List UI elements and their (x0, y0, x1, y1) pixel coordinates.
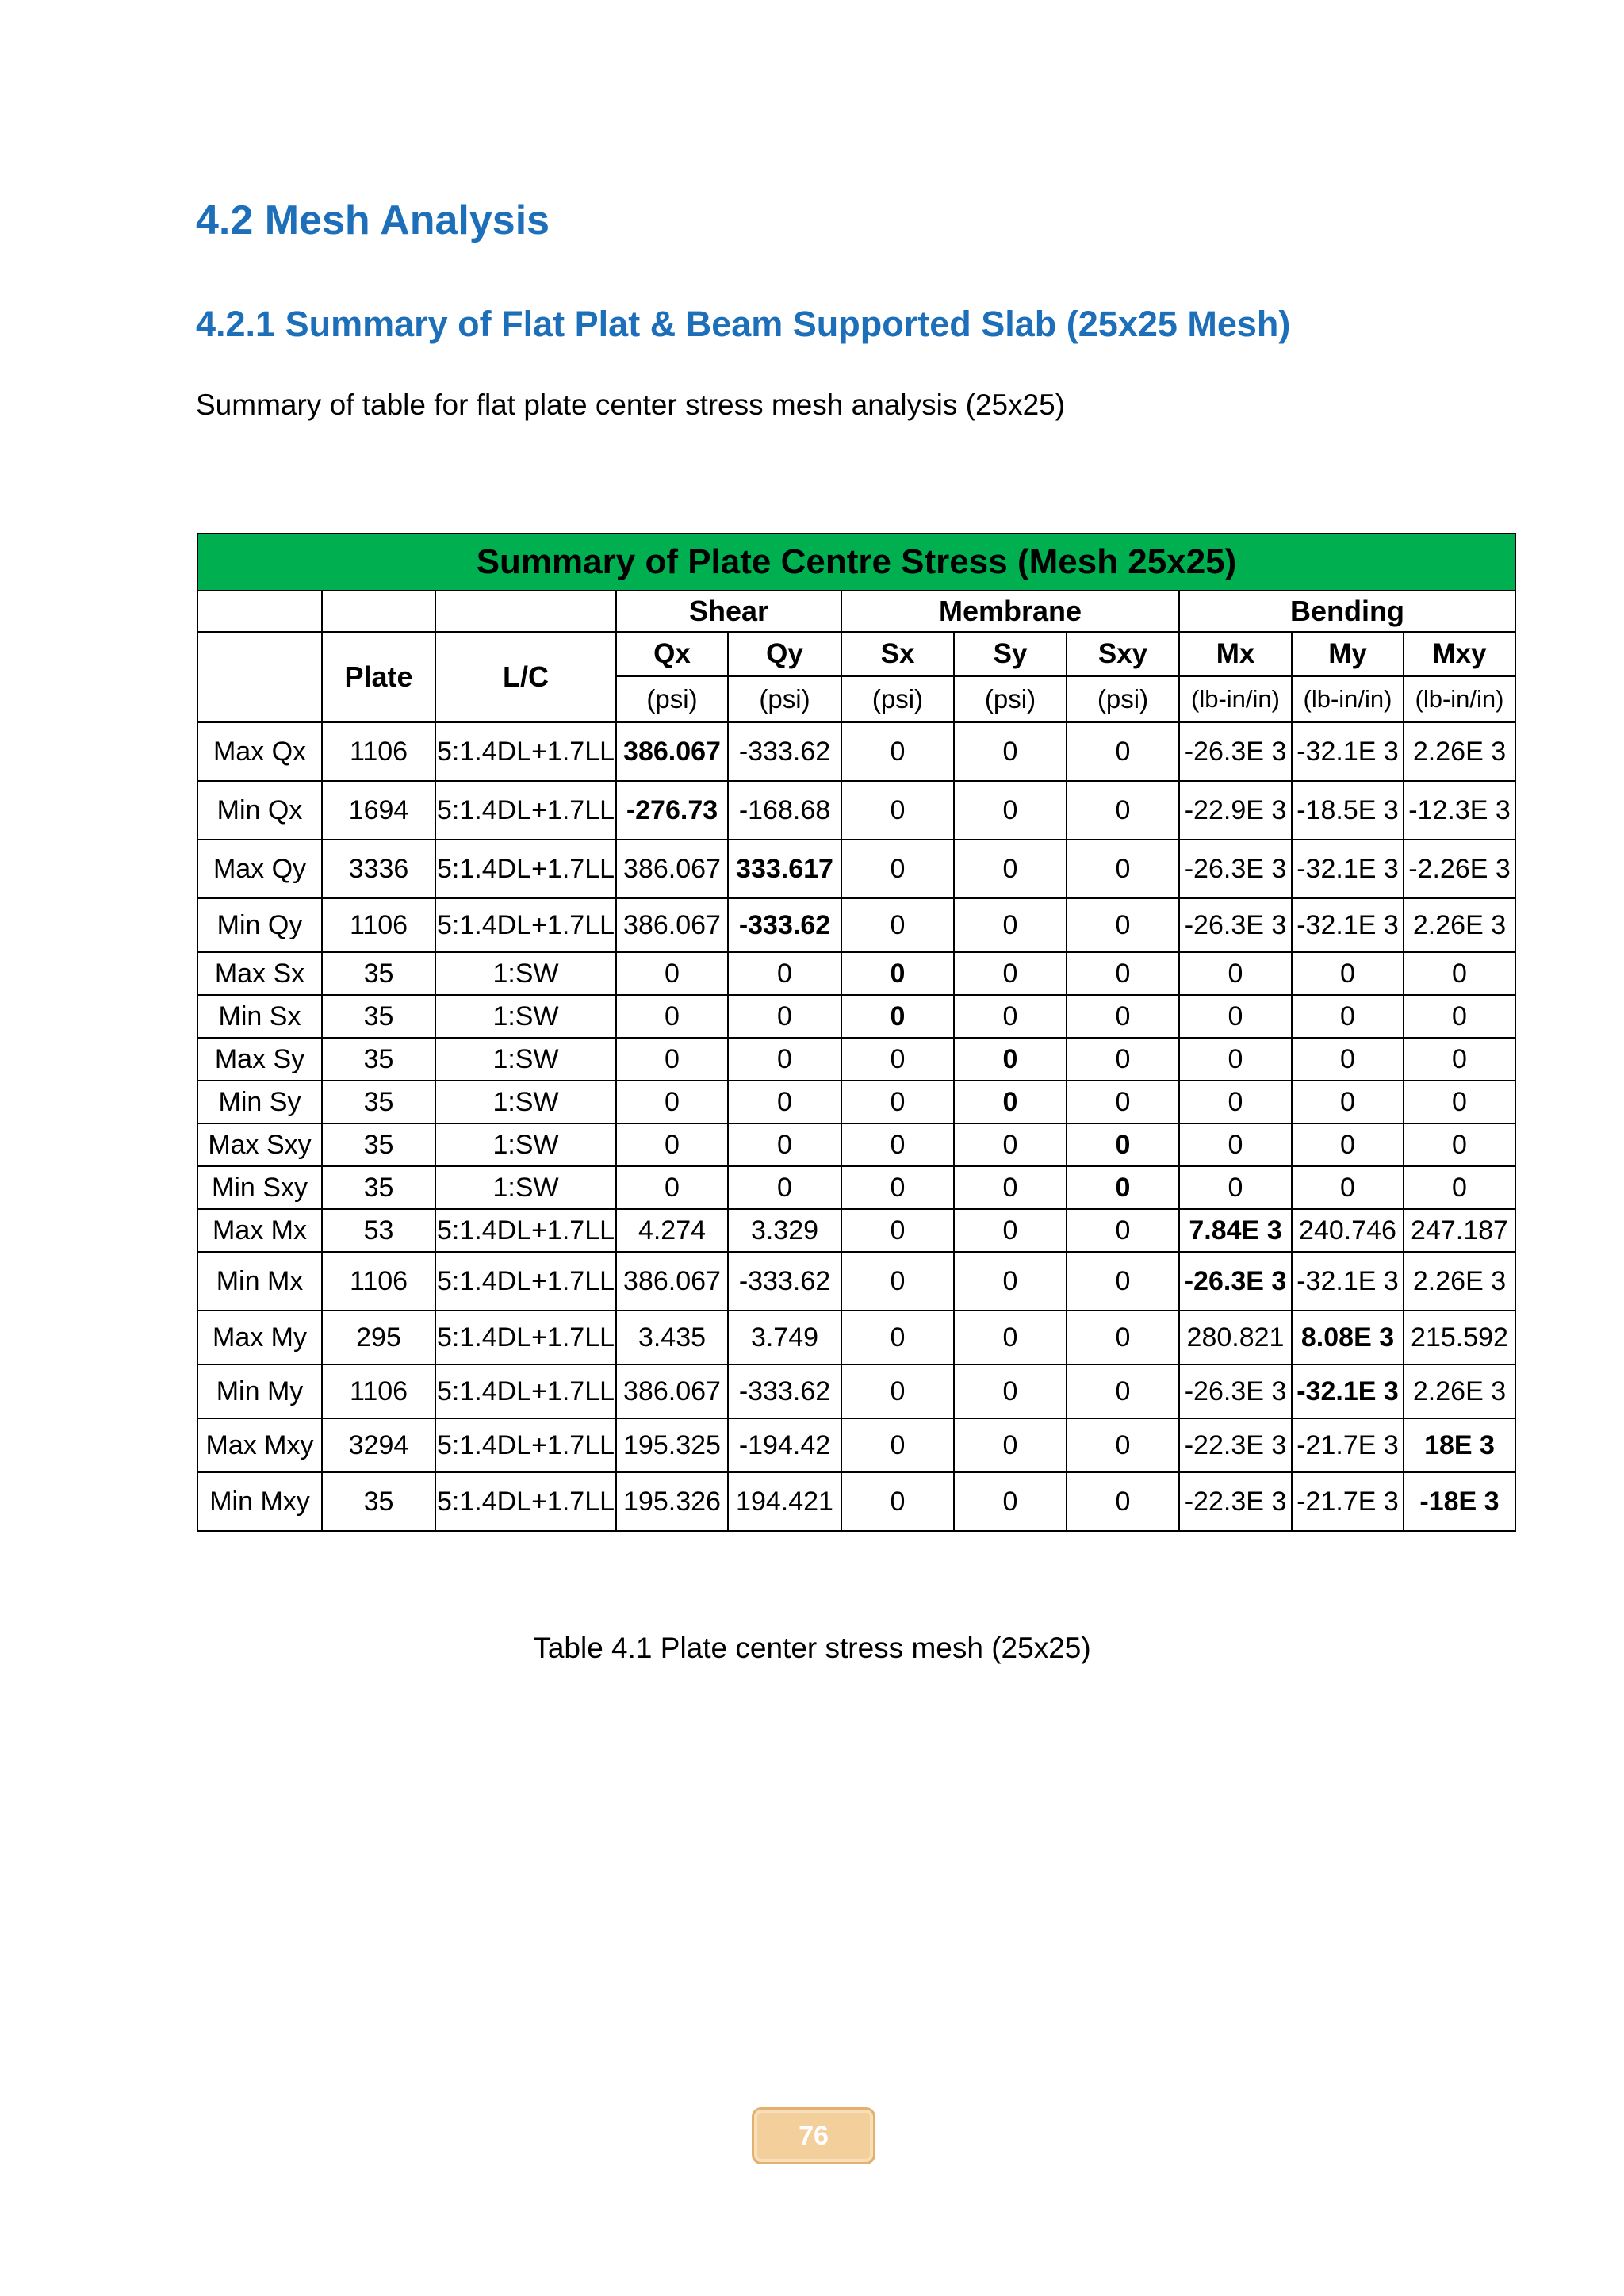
cell-qy: -333.62 (728, 1364, 841, 1418)
cell-sx: 0 (841, 1209, 954, 1252)
cell-qy: -333.62 (728, 1252, 841, 1311)
table-row (197, 1123, 1515, 1166)
cell-qy: 0 (728, 1123, 841, 1166)
row-label: Min Mxy (197, 1472, 322, 1531)
cell-sx: 0 (841, 1252, 954, 1311)
cell-my: 8.08E 3 (1292, 1311, 1404, 1364)
cell-sx: 0 (841, 995, 954, 1038)
table-row (197, 1418, 1515, 1472)
cell-lc: 1:SW (435, 952, 616, 995)
cell-sy: 0 (954, 1364, 1067, 1418)
table-row (197, 995, 1515, 1038)
cell-sx: 0 (841, 1311, 954, 1364)
cell-sy: 0 (954, 898, 1067, 952)
unit-sxy: (psi) (1067, 676, 1179, 722)
cell-plate: 3336 (322, 840, 435, 898)
cell-my: 0 (1292, 995, 1404, 1038)
cell-mx: -26.3E 3 (1179, 898, 1292, 952)
cell-sxy: 0 (1067, 1472, 1179, 1531)
table-title: Summary of Plate Centre Stress (Mesh 25x25) (197, 534, 1515, 591)
row-label: Max Qx (197, 722, 322, 781)
cell-mxy: 2.26E 3 (1404, 1252, 1515, 1311)
cell-plate: 1106 (322, 722, 435, 781)
cell-sx: 0 (841, 952, 954, 995)
cell-plate: 35 (322, 1038, 435, 1081)
cell-mx: -26.3E 3 (1179, 1252, 1292, 1311)
column-header-mx: Mx (1179, 632, 1292, 676)
cell-qy: -333.62 (728, 722, 841, 781)
cell-qx: 0 (616, 1081, 728, 1123)
cell-lc: 5:1.4DL+1.7LL (435, 840, 616, 898)
cell-plate: 1694 (322, 781, 435, 840)
cell-lc: 1:SW (435, 1123, 616, 1166)
unit-qy: (psi) (728, 676, 841, 722)
cell-sx: 0 (841, 722, 954, 781)
row-label: Min My (197, 1364, 322, 1418)
cell-mx: -22.9E 3 (1179, 781, 1292, 840)
cell-sy: 0 (954, 1123, 1067, 1166)
cell-sxy: 0 (1067, 1364, 1179, 1418)
cell-my: 0 (1292, 1038, 1404, 1081)
cell-qy: 0 (728, 952, 841, 995)
table-row (197, 1081, 1515, 1123)
cell-qy: 3.329 (728, 1209, 841, 1252)
cell-qy: 194.421 (728, 1472, 841, 1531)
row-label: Max Mx (197, 1209, 322, 1252)
group-header-bending: Bending (1179, 591, 1515, 632)
cell-mxy: 215.592 (1404, 1311, 1515, 1364)
cell-qy: 333.617 (728, 840, 841, 898)
unit-mxy: (lb-in/in) (1404, 676, 1515, 722)
cell-sxy: 0 (1067, 1166, 1179, 1209)
column-header-plate: Plate (322, 632, 435, 722)
cell-lc: 5:1.4DL+1.7LL (435, 898, 616, 952)
cell-qx: 3.435 (616, 1311, 728, 1364)
table-row (197, 781, 1515, 840)
cell-plate: 35 (322, 1472, 435, 1531)
cell-sxy: 0 (1067, 952, 1179, 995)
cell-qy: 0 (728, 1081, 841, 1123)
cell-plate: 35 (322, 1166, 435, 1209)
cell-mx: 0 (1179, 995, 1292, 1038)
cell-my: -32.1E 3 (1292, 1252, 1404, 1311)
row-label: Max My (197, 1311, 322, 1364)
cell-lc: 5:1.4DL+1.7LL (435, 1252, 616, 1311)
intro-text: Summary of table for flat plate center stress mesh analysis (25x25) (196, 388, 1066, 421)
cell-sxy: 0 (1067, 840, 1179, 898)
cell-sxy: 0 (1067, 1209, 1179, 1252)
row-label: Min Sx (197, 995, 322, 1038)
column-header-mxy: Mxy (1404, 632, 1515, 676)
cell-sxy: 0 (1067, 1252, 1179, 1311)
cell-lc: 5:1.4DL+1.7LL (435, 1209, 616, 1252)
cell-sx: 0 (841, 1123, 954, 1166)
cell-plate: 35 (322, 1123, 435, 1166)
section-heading: 4.2 Mesh Analysis (196, 197, 550, 243)
cell-plate: 1106 (322, 898, 435, 952)
cell-sy: 0 (954, 1311, 1067, 1364)
cell-mxy: 0 (1404, 995, 1515, 1038)
cell-qx: 0 (616, 1166, 728, 1209)
cell-my: 0 (1292, 1166, 1404, 1209)
cell-my: -32.1E 3 (1292, 840, 1404, 898)
cell-lc: 1:SW (435, 1038, 616, 1081)
cell-mx: -22.3E 3 (1179, 1472, 1292, 1531)
cell-my: -32.1E 3 (1292, 722, 1404, 781)
cell-sy: 0 (954, 1418, 1067, 1472)
table-row (197, 1166, 1515, 1209)
cell-sxy: 0 (1067, 898, 1179, 952)
cell-lc: 1:SW (435, 995, 616, 1038)
cell-mxy: 0 (1404, 952, 1515, 995)
cell-qx: 386.067 (616, 898, 728, 952)
cell-sxy: 0 (1067, 1081, 1179, 1123)
cell-qx: 0 (616, 1123, 728, 1166)
table-row (197, 1209, 1515, 1252)
cell-plate: 35 (322, 952, 435, 995)
cell-sxy: 0 (1067, 1418, 1179, 1472)
cell-sx: 0 (841, 1038, 954, 1081)
row-label: Min Sy (197, 1081, 322, 1123)
table-row (197, 1364, 1515, 1418)
cell-mx: -26.3E 3 (1179, 840, 1292, 898)
cell-qx: -276.73 (616, 781, 728, 840)
cell-plate: 1106 (322, 1252, 435, 1311)
cell-my: -32.1E 3 (1292, 1364, 1404, 1418)
cell-sx: 0 (841, 840, 954, 898)
cell-lc: 1:SW (435, 1166, 616, 1209)
cell-qx: 195.325 (616, 1418, 728, 1472)
unit-my: (lb-in/in) (1292, 676, 1404, 722)
cell-mxy: -18E 3 (1404, 1472, 1515, 1531)
cell-plate: 35 (322, 1081, 435, 1123)
cell-sy: 0 (954, 1472, 1067, 1531)
cell-my: -21.7E 3 (1292, 1418, 1404, 1472)
cell-mx: -26.3E 3 (1179, 722, 1292, 781)
column-header-sy: Sy (954, 632, 1067, 676)
cell-sxy: 0 (1067, 722, 1179, 781)
cell-lc: 5:1.4DL+1.7LL (435, 722, 616, 781)
column-header-sxy: Sxy (1067, 632, 1179, 676)
cell-sy: 0 (954, 1209, 1067, 1252)
cell-mxy: -12.3E 3 (1404, 781, 1515, 840)
cell-sy: 0 (954, 722, 1067, 781)
cell-my: 0 (1292, 1123, 1404, 1166)
table-row (197, 1252, 1515, 1311)
cell-sy: 0 (954, 1252, 1067, 1311)
cell-sxy: 0 (1067, 1311, 1179, 1364)
cell-sx: 0 (841, 1364, 954, 1418)
cell-lc: 1:SW (435, 1081, 616, 1123)
cell-sy: 0 (954, 840, 1067, 898)
row-label: Max Sx (197, 952, 322, 995)
cell-lc: 5:1.4DL+1.7LL (435, 1472, 616, 1531)
unit-sx: (psi) (841, 676, 954, 722)
cell-lc: 5:1.4DL+1.7LL (435, 781, 616, 840)
cell-sx: 0 (841, 1166, 954, 1209)
cell-mx: 0 (1179, 1123, 1292, 1166)
header-blank (322, 591, 435, 632)
cell-sxy: 0 (1067, 781, 1179, 840)
unit-qx: (psi) (616, 676, 728, 722)
column-header-lc: L/C (435, 632, 616, 722)
cell-sx: 0 (841, 1418, 954, 1472)
row-label: Max Sy (197, 1038, 322, 1081)
table-row (197, 1038, 1515, 1081)
cell-my: -21.7E 3 (1292, 1472, 1404, 1531)
cell-sx: 0 (841, 781, 954, 840)
table-row (197, 898, 1515, 952)
cell-sxy: 0 (1067, 1038, 1179, 1081)
unit-mx: (lb-in/in) (1179, 676, 1292, 722)
cell-my: -32.1E 3 (1292, 898, 1404, 952)
cell-qy: 0 (728, 1038, 841, 1081)
cell-mx: 0 (1179, 1038, 1292, 1081)
cell-qx: 0 (616, 952, 728, 995)
cell-lc: 5:1.4DL+1.7LL (435, 1418, 616, 1472)
cell-sxy: 0 (1067, 995, 1179, 1038)
cell-my: 0 (1292, 1081, 1404, 1123)
cell-plate: 1106 (322, 1364, 435, 1418)
cell-mxy: 2.26E 3 (1404, 898, 1515, 952)
subsection-heading: 4.2.1 Summary of Flat Plat & Beam Supported Slab (25x25 Mesh) (196, 304, 1291, 344)
cell-qx: 386.067 (616, 722, 728, 781)
cell-sy: 0 (954, 1081, 1067, 1123)
cell-lc: 5:1.4DL+1.7LL (435, 1311, 616, 1364)
cell-mx: -26.3E 3 (1179, 1364, 1292, 1418)
cell-mx: 7.84E 3 (1179, 1209, 1292, 1252)
cell-plate: 3294 (322, 1418, 435, 1472)
row-label: Max Mxy (197, 1418, 322, 1472)
cell-sxy: 0 (1067, 1123, 1179, 1166)
cell-qy: -333.62 (728, 898, 841, 952)
cell-sy: 0 (954, 1038, 1067, 1081)
cell-my: 240.746 (1292, 1209, 1404, 1252)
cell-qx: 0 (616, 1038, 728, 1081)
table-caption: Table 4.1 Plate center stress mesh (25x25) (533, 1632, 1091, 1664)
cell-qy: 0 (728, 995, 841, 1038)
row-label: Min Mx (197, 1252, 322, 1311)
cell-plate: 35 (322, 995, 435, 1038)
table-row (197, 1472, 1515, 1531)
cell-mxy: 2.26E 3 (1404, 722, 1515, 781)
column-header-qx: Qx (616, 632, 728, 676)
column-header-qy: Qy (728, 632, 841, 676)
row-label: Min Qy (197, 898, 322, 952)
cell-mx: 0 (1179, 1081, 1292, 1123)
cell-my: -18.5E 3 (1292, 781, 1404, 840)
cell-plate: 295 (322, 1311, 435, 1364)
cell-qy: -194.42 (728, 1418, 841, 1472)
table-row (197, 1311, 1515, 1364)
cell-mxy: 2.26E 3 (1404, 1364, 1515, 1418)
cell-mxy: 18E 3 (1404, 1418, 1515, 1472)
cell-mx: 0 (1179, 1166, 1292, 1209)
cell-mxy: 0 (1404, 1123, 1515, 1166)
cell-mxy: -2.26E 3 (1404, 840, 1515, 898)
row-label: Min Qx (197, 781, 322, 840)
cell-qx: 4.274 (616, 1209, 728, 1252)
cell-qy: -168.68 (728, 781, 841, 840)
table-row (197, 840, 1515, 898)
cell-plate: 53 (322, 1209, 435, 1252)
cell-sy: 0 (954, 1166, 1067, 1209)
row-label: Max Qy (197, 840, 322, 898)
cell-sy: 0 (954, 995, 1067, 1038)
cell-sy: 0 (954, 952, 1067, 995)
table-row (197, 952, 1515, 995)
cell-my: 0 (1292, 952, 1404, 995)
cell-lc: 5:1.4DL+1.7LL (435, 1364, 616, 1418)
header-blank (197, 632, 322, 722)
unit-sy: (psi) (954, 676, 1067, 722)
cell-mx: -22.3E 3 (1179, 1418, 1292, 1472)
plate-stress-table (197, 533, 1516, 1532)
header-blank (435, 591, 616, 632)
page-number: 76 (752, 2107, 875, 2164)
column-header-my: My (1292, 632, 1404, 676)
row-label: Max Sxy (197, 1123, 322, 1166)
cell-qx: 0 (616, 995, 728, 1038)
cell-qy: 0 (728, 1166, 841, 1209)
cell-mx: 0 (1179, 952, 1292, 995)
cell-mx: 280.821 (1179, 1311, 1292, 1364)
cell-qx: 386.067 (616, 1252, 728, 1311)
cell-sx: 0 (841, 898, 954, 952)
cell-mxy: 247.187 (1404, 1209, 1515, 1252)
cell-sx: 0 (841, 1081, 954, 1123)
table-row (197, 722, 1515, 781)
cell-mxy: 0 (1404, 1166, 1515, 1209)
cell-qy: 3.749 (728, 1311, 841, 1364)
cell-qx: 386.067 (616, 1364, 728, 1418)
column-header-sx: Sx (841, 632, 954, 676)
cell-mxy: 0 (1404, 1081, 1515, 1123)
cell-qx: 195.326 (616, 1472, 728, 1531)
cell-qx: 386.067 (616, 840, 728, 898)
cell-sx: 0 (841, 1472, 954, 1531)
group-header-shear: Shear (616, 591, 841, 632)
cell-mxy: 0 (1404, 1038, 1515, 1081)
header-blank (197, 591, 322, 632)
group-header-membrane: Membrane (841, 591, 1179, 632)
row-label: Min Sxy (197, 1166, 322, 1209)
cell-sy: 0 (954, 781, 1067, 840)
